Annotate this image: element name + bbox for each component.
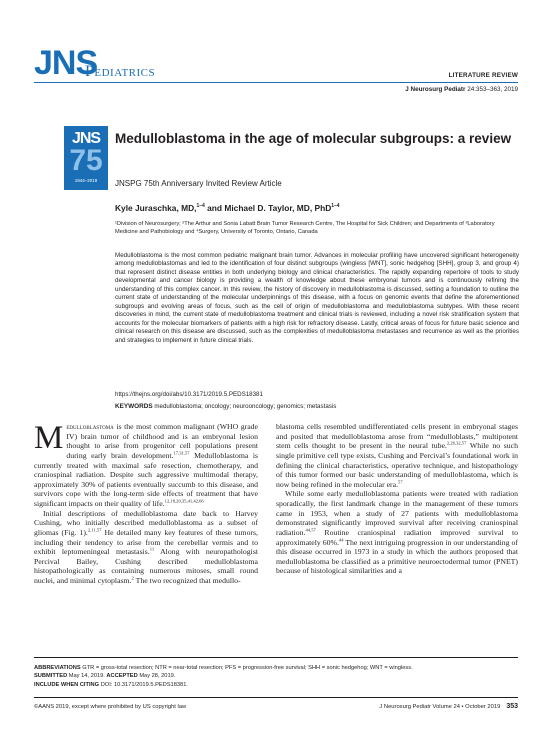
text-run: Medulloblastoma is currently treated with maximal safe resection, chemotherapy, and craniospinal radiation. Despite such aggressive multimodal therapy, approximately 30% of patients eventually succumb to this disease, and survivors cope with the long-term side effects of treatment that have significant impacts on their quality of life.	[34, 450, 258, 508]
citation-volume: 24:353–363, 2019	[467, 86, 518, 93]
lead-word: edulloblastoma	[66, 422, 114, 431]
badge-years: 1944–2019	[74, 178, 98, 183]
bottom-rule	[34, 697, 518, 698]
citation-ref[interactable]: 57	[398, 479, 403, 485]
submitted-label: SUBMITTED	[34, 673, 68, 680]
submitted-date: May 14, 2019.	[68, 673, 105, 680]
accepted-date: May 28, 2019.	[139, 673, 176, 680]
author-2: Michael D. Taylor, MD, PhD	[224, 203, 332, 213]
folio	[379, 703, 518, 710]
body-column-left	[34, 422, 258, 586]
header-rule	[34, 82, 518, 83]
page-number: 353	[506, 703, 518, 710]
footer-rule	[34, 657, 518, 658]
badge-number: 75	[69, 144, 103, 177]
author-line	[115, 203, 340, 213]
abstract: Medulloblastoma is the most common pediatric malignant brain tumor. Advances in molecular profiling have uncovered significant heterogeneity among medulloblastomas and led to the identification of four distinct subgroups (wingless [WNT], sonic hedgehog [SHH], group 3, and group 4) that represent distinct disease entities in both underlying biology and clinical characteristics. The rapidly expanding repertoire of tools to study developmental and cancer biology is providing a wealth of knowledge about these embryonal tumors and is continuously refining the understanding of this complex cancer. In this review, the history of discovery in medulloblastoma is discussed, setting a foundation to outline the current state of understanding of the molecular underpinnings of this disease, with a focus on genomic events that define the aforementioned subgroups and evolving areas of focus, such as the cell of origin of medulloblastoma and medulloblastoma subtypes. With these recent discoveries in mind, the current state of medulloblastoma treatment and clinical trials is reviewed, including a novel risk stratification system that accounts for the molecular biomarkers of patients with a high risk for refractory disease. Lastly, critical areas of focus for future basic science and clinical research on this disease are discussed, such as the complexities of medulloblastoma metastases and recurrence as well as the priorities and strategies to implement in future clinical trials.	[115, 252, 519, 344]
body-paragraph	[34, 422, 258, 509]
text-run: Routine craniospinal radiation improved survival to approximately 60%.	[276, 527, 518, 547]
citation-ref[interactable]: 11	[149, 546, 155, 552]
text-run: He detailed many key features of these tumors, including their tendency to arise from the cerebellar vermis and to exhibit leptomeningeal metastasis.	[34, 527, 258, 557]
citation-ref[interactable]: 17,31,57	[173, 450, 190, 456]
text-run: is the most common malignant (WHO grade IV) brain tumor of childhood and is an embryonal lesion thought to arise from progenitor cell populations present during early brain development.	[66, 422, 258, 460]
abbreviations-label: ABBREVIATIONS	[34, 665, 81, 671]
keywords-label: KEYWORDS	[115, 403, 153, 410]
copyright-notice: ©AANS 2019, except where prohibited by US copyright law	[34, 704, 187, 710]
citation-ref[interactable]: 2,26,32,57	[446, 440, 467, 446]
author-join: and	[204, 203, 225, 213]
section-label: LITERATURE REVIEW	[448, 72, 518, 79]
article-title: Medulloblastoma in the age of molecular subgroups: a review	[115, 131, 512, 146]
body-paragraph	[34, 509, 258, 586]
text-run: Initial descriptions of medulloblastoma date back to Harvey Cushing, who initially described medulloblastoma as a subset of gliomas (Fig. 1).	[34, 508, 258, 537]
folio-text: J Neurosurg Pediatr Volume 24 • October 2019	[379, 704, 501, 710]
text-run: The next intriguing progression in our understanding of this disease occurred in 1973 in a study in which the authors proposed that medulloblastoma be classified as a primitive neuroectodermal tumor (PNET) because of histological similarities and a	[276, 537, 518, 576]
author-2-affil: 1–4	[331, 203, 340, 210]
citation-ref[interactable]: 44	[338, 536, 344, 542]
text-run: The two recognized that medullo-	[133, 576, 241, 585]
text-run: While some early medulloblastoma patients were treated with radiation sporadically, the first landmark change in the management of these tumors came in 1953, when a study of 27 patients with medulloblastoma demonstrated significantly improved survival after receiving craniospinal radiation.	[276, 489, 518, 537]
accepted-label: ACCEPTED	[106, 673, 138, 680]
text-run: blastoma cells resembled undifferentiated cells present in embryonal stages and posited that medulloblastoma arose from “medulloblasts,” multipotent stem cells thought to be present in the neural tube.	[276, 422, 518, 451]
author-1: Kyle Juraschka, MD,	[115, 203, 197, 213]
citation-line	[405, 86, 518, 93]
doi-link[interactable]: https://thejns.org/doi/abs/10.3171/2019.5.PEDS18381	[115, 391, 263, 398]
drop-cap: M	[34, 420, 64, 456]
abbreviations	[34, 664, 518, 672]
citing-doi: DOI: 10.3171/2019.5.PEDS18381.	[100, 681, 188, 688]
dates	[34, 672, 518, 680]
citation-ref[interactable]: 2,11,57	[87, 527, 102, 533]
journal-name: Pediatrics	[85, 63, 156, 80]
body-paragraph	[276, 489, 518, 576]
citation-ref[interactable]: 44,57	[305, 527, 316, 533]
text-run: Along with neuropathologist Percival Bailey, Cushing described medulloblastoma histopathologically as containing numerous mitoses, small round nuclei, and minimal cytoplasm.	[34, 547, 258, 585]
journal-logo: JNS	[34, 44, 98, 82]
anniversary-badge	[64, 126, 108, 190]
badge-letters: JNS	[71, 130, 101, 147]
footer-notes	[34, 664, 518, 689]
body-column-right	[276, 422, 518, 576]
citation-ref[interactable]: 2	[131, 575, 134, 581]
citation-ref[interactable]: 12,18,20,35,41,42,66	[164, 498, 204, 504]
abbreviations-text: GTR = gross-total resection; NTR = near-total resection; PFS = progression-free survival; SHH = sonic hedgehog; WNT = wingless.	[82, 665, 413, 671]
citing-label: INCLUDE WHEN CITING	[34, 681, 100, 688]
citation-journal: J Neurosurg Pediatr	[405, 86, 466, 93]
text-run: While no such single primitive cell type exists, Cushing and Percival’s foundational work in defining the clinical characteristics, operative technique, and histopathology of this tumor formed our basic understanding of medulloblastoma, which is now being refined in the molecular era.	[276, 441, 518, 489]
author-1-affil: 1–4	[196, 203, 205, 210]
body-paragraph	[276, 422, 518, 489]
affiliations: ¹Division of Neurosurgery; ²The Arthur and Sonia Labatt Brain Tumor Research Centre, The Hospital for Sick Children; and Departments of ³Laboratory Medicine and Pathobiology and ⁴Surgery, University of Toronto, Ontario, Canada	[115, 221, 495, 235]
keywords	[115, 403, 336, 410]
citing-info	[34, 681, 518, 689]
article-subtitle: JNSPG 75th Anniversary Invited Review Article	[115, 179, 282, 188]
keywords-list: medulloblastoma; oncology; neurooncology; genomics; metastasis	[154, 403, 337, 410]
